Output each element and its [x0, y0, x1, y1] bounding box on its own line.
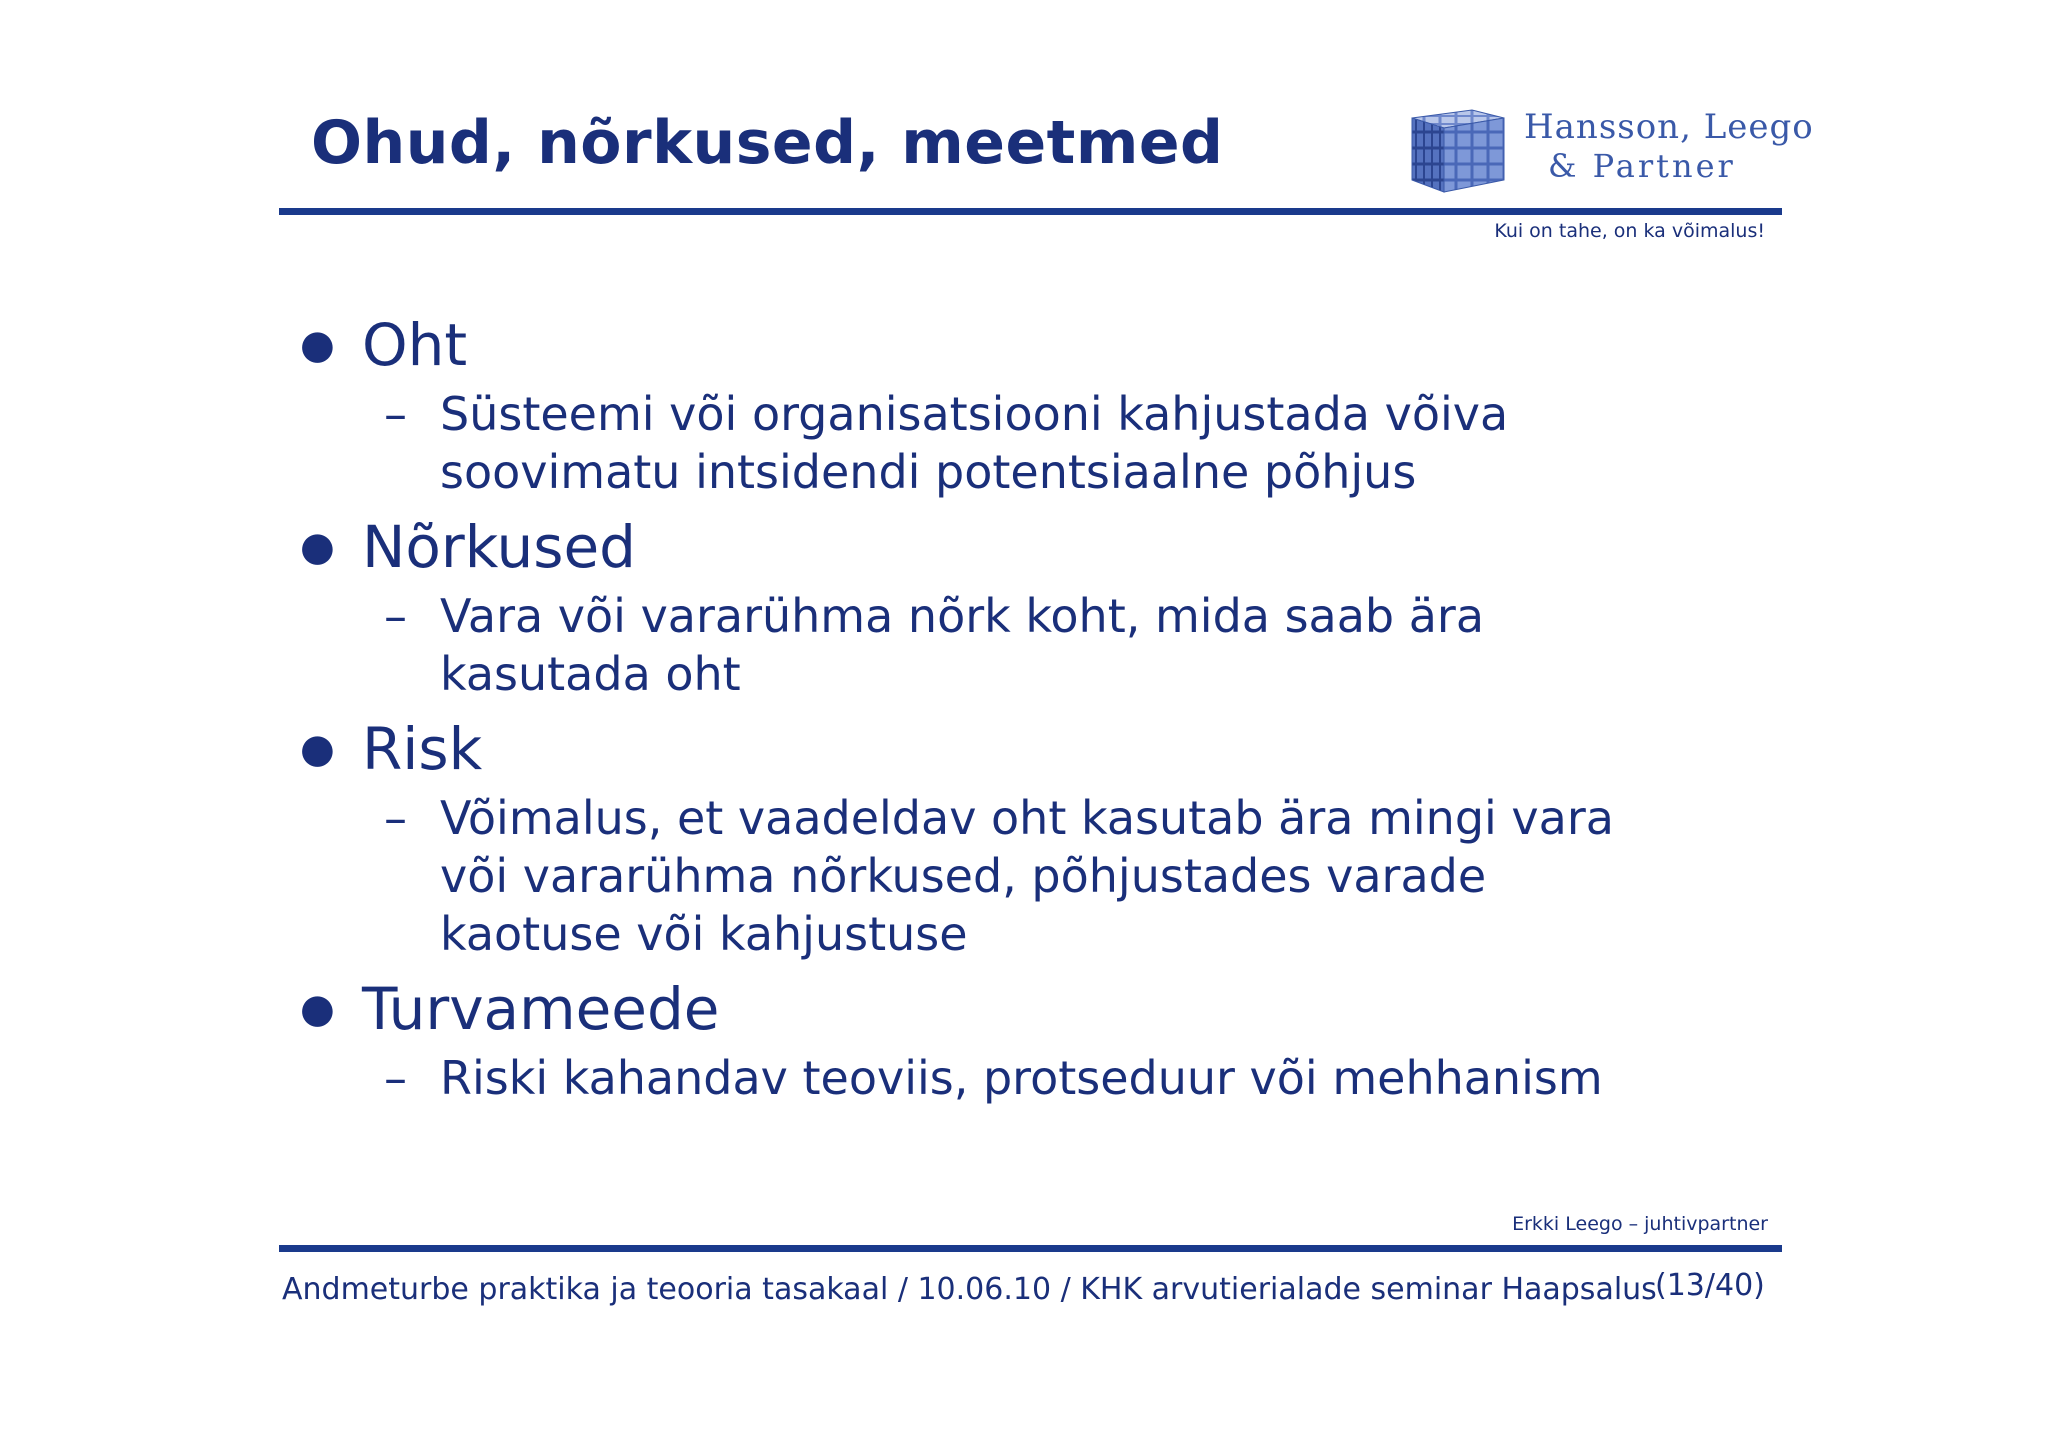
bullet-term: Nõrkused: [362, 513, 636, 581]
bullet-list: [296, 305, 1736, 1113]
slide-title: Ohud, nõrkused, meetmed: [311, 108, 1224, 178]
author-credit: Erkki Leego – juhtivpartner: [1512, 1213, 1768, 1235]
bullet-item: [296, 709, 1736, 789]
footer-text: Andmeturbe praktika ja teooria tasakaal / 10.06.10 / KHK arvutierialade seminar Haapsalus: [282, 1272, 1657, 1307]
dash-icon: –: [384, 387, 407, 441]
bullet-definition: [296, 587, 1736, 703]
definition-line: Süsteemi või organisatsiooni kahjustada võiva: [440, 387, 1509, 441]
bullet-item: [296, 507, 1736, 587]
definition-line: või vararühma nõrkused, põhjustades varade: [440, 849, 1487, 903]
bullet-dot-icon: ●: [300, 986, 335, 1032]
company-name: [1524, 107, 1814, 185]
page-number: (13/40): [1655, 1268, 1765, 1303]
company-name-line1: Hansson, Leego: [1524, 107, 1814, 147]
bullet-dot-icon: ●: [300, 726, 335, 772]
definition-line: Võimalus, et vaadeldav oht kasutab ära mingi vara: [440, 791, 1614, 845]
dash-icon: –: [384, 589, 407, 643]
dash-icon: –: [384, 1051, 407, 1105]
bullet-item: [296, 305, 1736, 385]
bullet-item: [296, 969, 1736, 1049]
bullet-dot-icon: ●: [300, 322, 335, 368]
footer-divider: [279, 1245, 1782, 1252]
bullet-definition: [296, 385, 1736, 501]
company-name-line2: & Partner: [1548, 147, 1736, 185]
definition-line: Vara või vararühma nõrk koht, mida saab ära: [440, 589, 1485, 643]
definition-line: kasutada oht: [440, 647, 741, 701]
bullet-term: Turvameede: [362, 975, 720, 1043]
definition-line: kaotuse või kahjustuse: [440, 907, 968, 961]
bullet-term: Oht: [362, 311, 468, 379]
bullet-definition: [296, 1049, 1736, 1107]
cube-grid-logo-icon: [1408, 100, 1508, 195]
definition-line: Riski kahandav teoviis, protseduur või mehhanism: [440, 1051, 1603, 1105]
bullet-dot-icon: ●: [300, 524, 335, 570]
tagline: Kui on tahe, on ka võimalus!: [1494, 220, 1765, 242]
bullet-definition: [296, 789, 1736, 963]
definition-line: soovimatu intsidendi potentsiaalne põhjus: [440, 445, 1417, 499]
bullet-term: Risk: [362, 715, 483, 783]
header-divider: [279, 208, 1782, 215]
dash-icon: –: [384, 791, 407, 845]
